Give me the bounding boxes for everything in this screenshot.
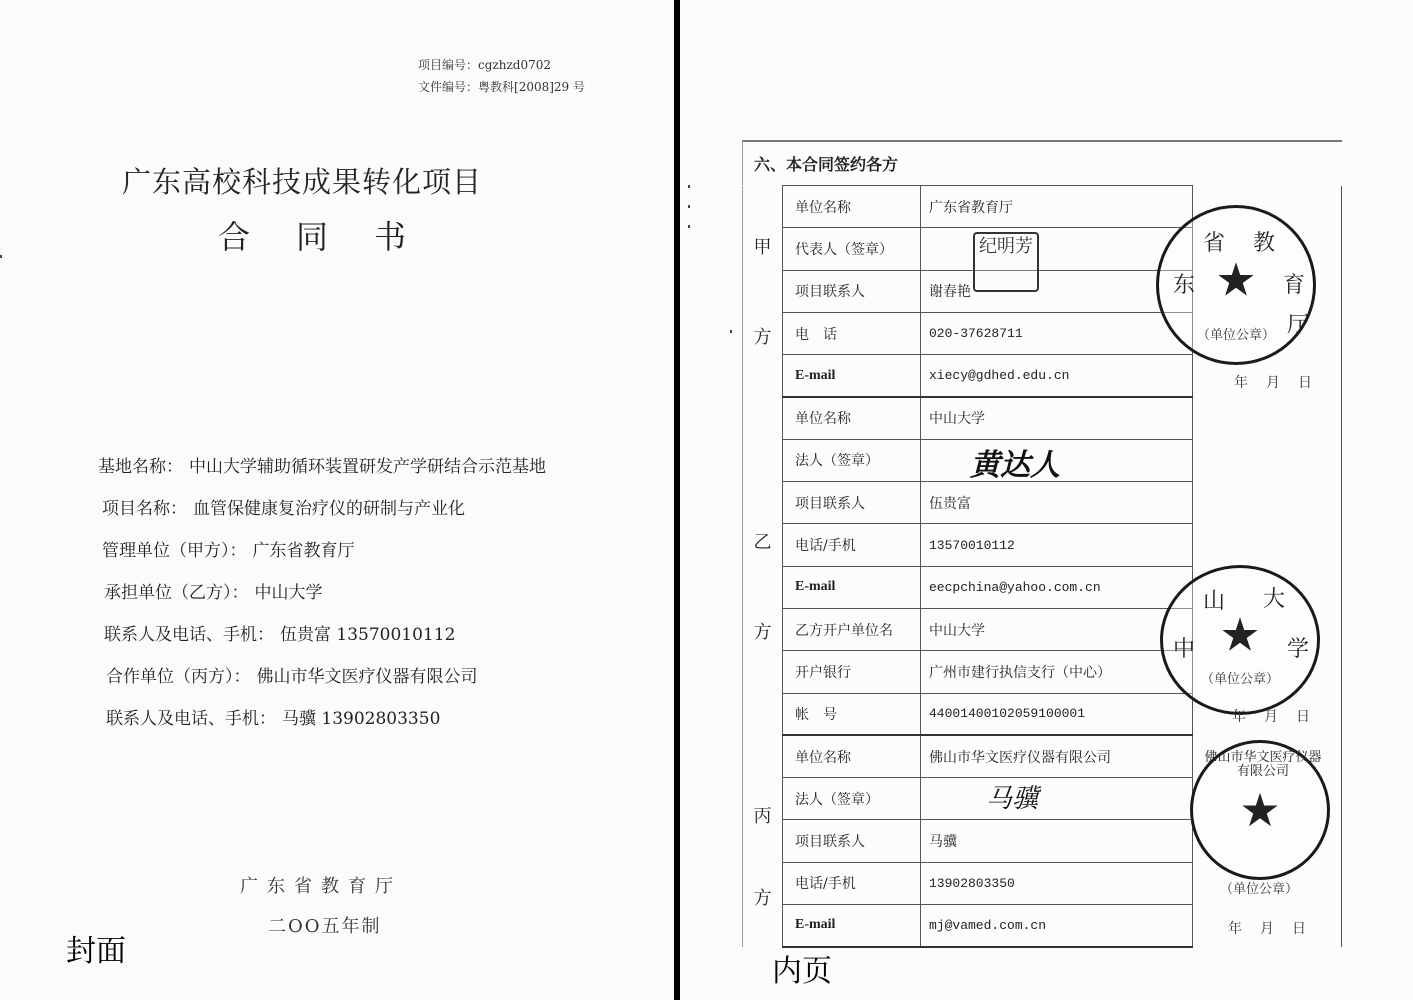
row-value xyxy=(921,228,1193,270)
info-label: 承担单位（乙方）： xyxy=(104,583,249,603)
scan-speck xyxy=(688,225,690,228)
document-number-value: 粤教科[2008]29 号 xyxy=(478,80,586,94)
seal-arc-text: 大 xyxy=(1263,587,1286,612)
row-label: 项目联系人 xyxy=(783,820,921,862)
info-row-party-b xyxy=(104,578,546,620)
seal-arc-text: 厅 xyxy=(1287,313,1310,338)
party-b-label xyxy=(743,397,783,735)
party-c-seal-date: 年月日 xyxy=(1228,921,1324,937)
info-value: 广东省教育厅 xyxy=(252,541,355,561)
row-label: E-mail xyxy=(783,566,921,608)
cover-year: 二OO五年制 xyxy=(268,916,382,937)
info-row-party-c xyxy=(106,662,546,704)
row-label: 法人（签章） xyxy=(783,439,921,481)
scan-speck xyxy=(688,205,690,208)
info-row-party-a xyxy=(102,536,546,578)
seal-arc-text: 学 xyxy=(1287,637,1310,662)
row-value: 中山大学 xyxy=(921,608,1193,650)
seal-arc-text: 山 xyxy=(1203,589,1226,614)
table-row xyxy=(743,397,1342,439)
party-a-seal-date: 年月日 xyxy=(1234,375,1330,391)
row-label: 项目联系人 xyxy=(783,270,921,312)
party-char: 方 xyxy=(753,888,772,910)
row-value: xiecy@gdhed.edu.cn xyxy=(921,355,1193,397)
row-label: E-mail xyxy=(783,905,921,947)
party-char: 甲 xyxy=(753,237,772,259)
party-char: 方 xyxy=(753,327,772,349)
row-value: 伍贵富 xyxy=(921,482,1193,524)
seal-note: （单位公章） xyxy=(1196,328,1275,343)
row-label: 电话/手机 xyxy=(783,524,921,566)
row-value: 中山大学 xyxy=(921,397,1193,439)
row-label: 帐 号 xyxy=(783,693,921,735)
scan-speck xyxy=(0,255,2,258)
row-label: 项目联系人 xyxy=(783,482,921,524)
project-number xyxy=(418,54,585,76)
section-title: 六、本合同签约各方 xyxy=(754,155,899,174)
info-label: 项目名称： xyxy=(102,499,187,519)
party-char: 方 xyxy=(753,622,772,644)
document-number xyxy=(418,76,585,98)
seal-arc-text: 中 xyxy=(1173,637,1196,662)
info-value: 佛山市华文医疗仪器有限公司 xyxy=(256,667,478,687)
info-label: 管理单位（甲方）： xyxy=(102,541,247,561)
seal-arc-text: 省 xyxy=(1203,231,1226,256)
cover-subtitle: 合同书 xyxy=(218,218,453,256)
row-label: 单位名称 xyxy=(783,735,921,777)
info-row-base xyxy=(98,452,546,494)
info-row-contact-c xyxy=(106,704,546,746)
row-value: 020-37628711 xyxy=(921,312,1193,354)
seal-arc-text: 东 xyxy=(1173,273,1196,298)
cover-caption: 封面 xyxy=(66,934,126,969)
party-b-legal-signature: 黄达人 xyxy=(970,448,1060,483)
star-icon: ★ xyxy=(1219,607,1261,662)
info-value: 血管保健康复治疗仪的研制与产业化 xyxy=(193,499,465,519)
row-label: 代表人（签章） xyxy=(783,228,921,270)
inner-caption: 内页 xyxy=(772,954,832,989)
seal-note: （单位公章） xyxy=(1200,672,1279,687)
info-row-contact-b xyxy=(104,620,546,662)
party-c-label xyxy=(743,735,783,946)
row-label: E-mail xyxy=(783,355,921,397)
party-char: 丙 xyxy=(753,806,772,828)
party-b-seal-date: 年月日 xyxy=(1232,709,1328,725)
row-value: 44001400102059100001 xyxy=(921,693,1193,735)
row-value: 13570010112 xyxy=(921,524,1193,566)
row-value: 佛山市华文医疗仪器有限公司 xyxy=(921,735,1193,777)
row-label: 单位名称 xyxy=(783,397,921,439)
row-value xyxy=(921,778,1193,820)
scan-speck xyxy=(730,330,732,333)
row-value: 马骥 xyxy=(921,820,1193,862)
star-icon: ★ xyxy=(1239,783,1281,837)
scan-speck xyxy=(688,185,690,188)
inner-page xyxy=(680,0,1413,1000)
cover-title: 广东高校科技成果转化项目 xyxy=(122,165,483,199)
party-char: 乙 xyxy=(753,532,772,554)
info-row-project xyxy=(102,494,546,536)
seal-note: （单位公章） xyxy=(1220,882,1299,897)
row-value: 谢春艳 xyxy=(921,270,1193,312)
cover-page xyxy=(0,0,674,1000)
info-label: 基地名称： xyxy=(98,457,183,477)
info-value: 伍贵富 13570010112 xyxy=(280,625,456,645)
party-c-official-seal xyxy=(1190,740,1330,880)
info-label: 合作单位（丙方）： xyxy=(106,667,251,687)
seal-arc-text: 教 xyxy=(1253,231,1276,256)
party-b-official-seal xyxy=(1160,565,1320,715)
seal-arc-text: 佛山市华文医疗仪器有限公司 xyxy=(1204,750,1322,779)
info-value: 中山大学 xyxy=(254,583,323,603)
seal-arc-text: 育 xyxy=(1283,273,1306,298)
star-icon: ★ xyxy=(1215,252,1257,307)
row-label: 乙方开户单位名 xyxy=(783,608,921,650)
cover-issuer: 广东省教育厅 xyxy=(240,876,402,897)
party-a-official-seal xyxy=(1156,205,1316,365)
row-label: 法人（签章） xyxy=(783,778,921,820)
row-value: eecpchina@yahoo.com.cn xyxy=(921,566,1193,608)
row-label: 单位名称 xyxy=(783,186,921,228)
info-value: 马骥 13902803350 xyxy=(282,709,441,729)
cover-info-list xyxy=(98,452,546,746)
info-label: 联系人及电话、手机： xyxy=(106,709,276,729)
row-label: 开户银行 xyxy=(783,651,921,693)
project-number-label: 项目编号： xyxy=(418,58,479,72)
row-label: 电话/手机 xyxy=(783,862,921,904)
row-label: 电 话 xyxy=(783,312,921,354)
info-value: 中山大学辅助循环装置研发产学研结合示范基地 xyxy=(189,457,546,477)
party-a-label xyxy=(743,186,783,397)
info-label: 联系人及电话、手机： xyxy=(104,625,274,645)
cover-meta xyxy=(418,54,585,98)
personal-seal-stamp: 纪明芳 xyxy=(973,232,1039,292)
document-number-label: 文件编号： xyxy=(418,80,479,94)
row-value: 广东省教育厅 xyxy=(921,186,1193,228)
row-value: 13902803350 xyxy=(921,862,1193,904)
project-number-value: cgzhzd0702 xyxy=(478,58,552,72)
party-c-legal-signature: 马骥 xyxy=(986,784,1039,814)
row-value: mj@vamed.com.cn xyxy=(921,905,1193,947)
row-value: 广州市建行执信支行（中心） xyxy=(921,651,1193,693)
